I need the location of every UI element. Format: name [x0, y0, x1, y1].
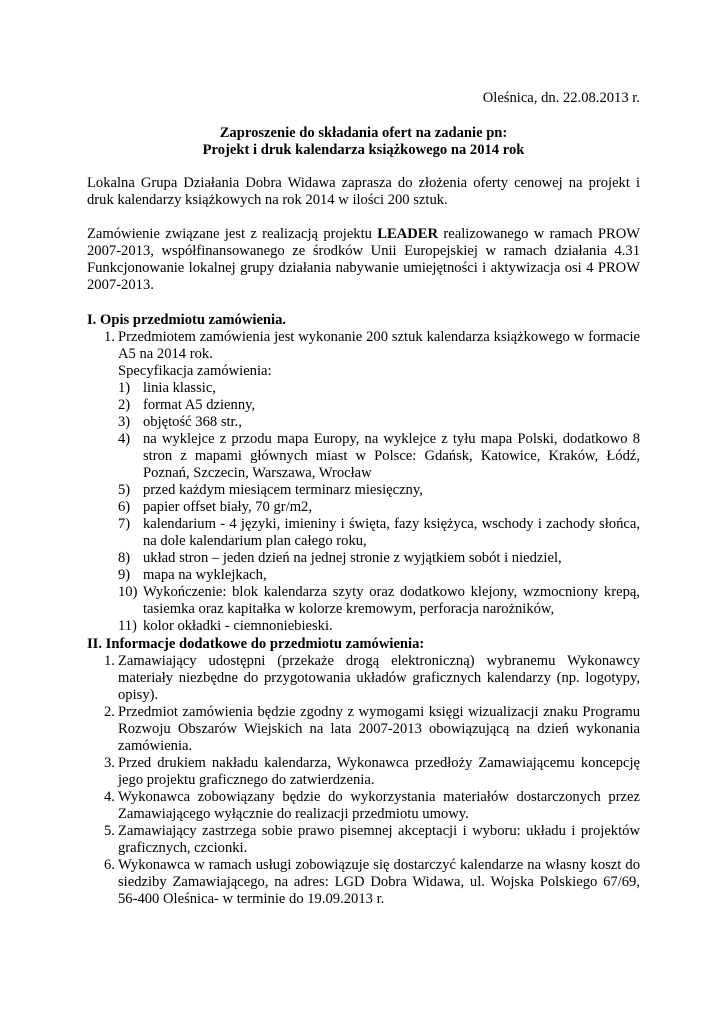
list-item: [87, 567, 640, 584]
item-text: linia klassic,: [143, 380, 216, 396]
project-text-after: realizowanego w ramach PROW 2007-2013, współfinansowanego ze środków Unii Europejskiej w ramach działania 4.31 Funkcjonowanie lokalnej grupy działania nabywanie umiejętności i aktywizacja osi 4 PROW 2007-2013.: [87, 226, 641, 293]
item-text: Zamawiający udostępni (przekaże drogą elektroniczną) wybranemu Wykonawcy materiały niezbędne do przygotowania układów graficznych kalendarzy (np. logotypy, opisy).: [118, 653, 640, 703]
item-number: 1.: [104, 653, 115, 669]
item-number: 6.: [104, 857, 115, 873]
list-item: [87, 516, 640, 550]
list-item: [87, 499, 640, 516]
item-text: Przedmiot zamówienia będzie zgodny z wymogami księgi wizualizacji znaku Programu Rozwoju Obszarów Wiejskich na lata 2007-2013 obowiązującą na dzień wykonania zamówienia.: [118, 704, 640, 754]
spec-list: [87, 380, 640, 635]
item-number: 10): [118, 584, 138, 600]
item-text: przed każdym miesiącem terminarz miesięczny,: [143, 482, 423, 498]
spec-label: Specyfikacja zamówienia:: [118, 363, 272, 379]
item-text: układ stron – jeden dzień na jednej stronie z wyjątkiem sobót i niedziel,: [143, 550, 562, 566]
item-number: 8): [118, 550, 131, 566]
list-item: [87, 414, 640, 431]
item-text: Przed drukiem nakładu kalendarza, Wykonawca przedłoży Zamawiającemu koncepcję jego projektu graficznego do zatwierdzenia.: [118, 755, 640, 788]
item-number: 1.: [104, 329, 115, 345]
list-item: [87, 857, 640, 908]
item-text: Zamawiający zastrzega sobie prawo pisemnej akceptacji i wyboru: układu i projektów graficznych, czcionki.: [118, 823, 640, 856]
item-number: 3.: [104, 755, 115, 771]
list-item: [87, 789, 640, 823]
list-item: [87, 329, 640, 363]
item-number: 2.: [104, 704, 115, 720]
item-number: 2): [118, 397, 131, 413]
item-number: 6): [118, 499, 131, 515]
item-number: 4): [118, 431, 131, 447]
item-text: kolor okładki - ciemnoniebieski.: [143, 618, 333, 634]
list-item: [87, 653, 640, 704]
item-number: 5): [118, 482, 131, 498]
item-text: Wykończenie: blok kalendarza szyty oraz dodatkowo klejony, wzmocniony krepą, tasiemka oraz kapitałka w kolorze kremowym, perforacja narożników,: [143, 584, 640, 617]
item-text: kalendarium - 4 języki, imieniny i święta, fazy księżyca, wschody i zachody słońca, na dole kalendarium plan całego roku,: [143, 516, 640, 549]
list-item: [87, 550, 640, 567]
section-1-list: [87, 329, 640, 635]
item-text: Wykonawca zobowiązany będzie do wykorzystania materiałów dostarczonych przez Zamawiającego wyłącznie do realizacji przedmiotu umowy.: [118, 789, 640, 822]
project-name-leader: LEADER: [377, 226, 439, 242]
list-item: [87, 482, 640, 499]
item-text: mapa na wyklejkach,: [143, 567, 267, 583]
list-item: [87, 584, 640, 618]
list-item: [87, 618, 640, 635]
list-item: [87, 823, 640, 857]
place-date: Oleśnica, dn. 22.08.2013 r.: [482, 90, 640, 106]
item-text: objętość 368 str.,: [143, 414, 242, 430]
item-number: 9): [118, 567, 131, 583]
item-text: papier offset biały, 70 gr/m2,: [143, 499, 313, 515]
item-text: Przedmiotem zamówienia jest wykonanie 200 sztuk kalendarza książkowego w formacie A5 na 2014 rok.: [118, 329, 640, 362]
list-item: [87, 397, 640, 414]
item-number: 4.: [104, 789, 115, 805]
item-text: na wyklejce z przodu mapa Europy, na wyklejce z tyłu mapa Polski, dodatkowo 8 stron z mapami głównych miast w Polsce: Gdańsk, Katowice, Kraków, Łódź, Poznań, Szczecin, Warszawa, Wrocław: [143, 431, 640, 481]
project-text-before: Zamówienie związane jest z realizacją projektu: [87, 226, 378, 242]
title-line-2: Projekt i druk kalendarza książkowego na 2014 rok: [202, 142, 525, 158]
section-2-list: [87, 653, 640, 908]
item-text: Wykonawca w ramach usługi zobowiązuje się dostarczyć kalendarze na własny koszt do siedziby Zamawiającego, na adres: LGD Dobra Widawa, ul. Wojska Polskiego 67/69, 56-400 Oleśnica- w terminie do 19.09.2013 r.: [118, 857, 640, 907]
item-number: 3): [118, 414, 131, 430]
item-number: 7): [118, 516, 131, 532]
item-number: 11): [118, 618, 137, 634]
item-number: 5.: [104, 823, 115, 839]
title-line-1: Zaproszenie do składania ofert na zadanie pn:: [219, 125, 508, 141]
list-item: [87, 755, 640, 789]
section-2-heading: II. Informacje dodatkowe do przedmiotu zamówienia:: [87, 636, 425, 652]
list-item: [87, 380, 640, 397]
list-item: [87, 704, 640, 755]
item-text: format A5 dzienny,: [143, 397, 256, 413]
intro-paragraph: Lokalna Grupa Działania Dobra Widawa zaprasza do złożenia oferty cenowej na projekt i druk kalendarzy książkowych na rok 2014 w ilości 200 sztuk.: [87, 175, 640, 208]
item-number: 1): [118, 380, 131, 396]
list-item: [87, 431, 640, 482]
section-1-heading: I. Opis przedmiotu zamówienia.: [87, 312, 287, 328]
project-paragraph: [87, 226, 640, 294]
